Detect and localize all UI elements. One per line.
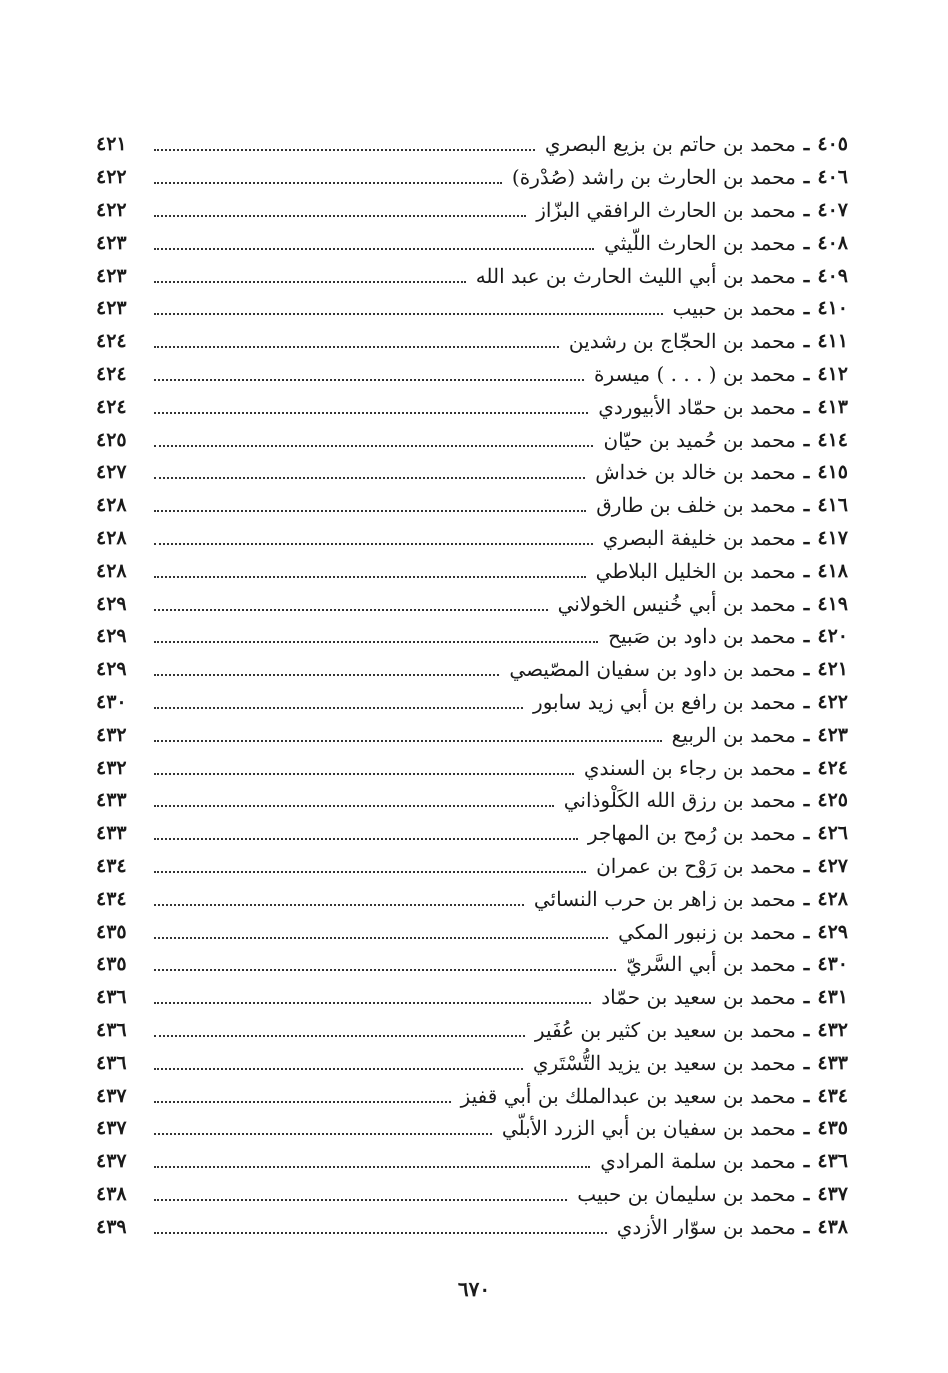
entry-separator: ـ [803,756,810,779]
entry-separator: ـ [803,526,810,549]
dot-leader [154,445,593,447]
entry-title: محمد بن رزق الله الكَلْوذاني [563,788,796,813]
entry-separator: ـ [803,953,810,976]
entry-separator: ـ [803,428,810,451]
entry-separator: ـ [803,362,810,385]
dot-leader [154,477,585,479]
toc-entry [96,554,848,587]
dot-leader [154,1068,523,1070]
entry-number: ٤١٣ [817,395,848,418]
dot-leader [154,969,616,971]
entry-number: ٤٠٥ [817,133,848,156]
entry-page: ٤٢٩ [96,592,127,615]
toc-entry [96,423,848,456]
entry-number: ٤٢٦ [817,822,848,845]
table-of-contents [96,128,848,1243]
dot-leader [154,1101,451,1103]
dot-leader [154,805,554,807]
entry-title: محمد بن حُميد بن حيّان [603,427,796,452]
entry-number: ٤٢٢ [817,690,848,713]
toc-entry [96,587,848,620]
entry-title: محمد بن رُمح بن المهاجر [587,821,796,846]
entry-page: ٤٢٧ [96,461,127,484]
entry-separator: ـ [803,920,810,943]
toc-entry [96,948,848,981]
entry-page: ٤٣٣ [96,822,127,845]
dot-leader [154,904,524,906]
dot-leader [154,1133,492,1135]
entry-title: محمد بن خليفة البصري [602,525,796,550]
toc-entry [96,489,848,522]
entry-page: ٤٢٣ [96,264,127,287]
toc-entry [96,226,848,259]
entry-page: ٤٢٢ [96,166,127,189]
toc-entry [96,1145,848,1178]
entry-separator: ـ [803,395,810,418]
entry-number: ٤٠٨ [817,231,848,254]
entry-number: ٤١٥ [817,461,848,484]
entry-number: ٤١٤ [817,428,848,451]
page-number: ٦٧٠ [457,1277,491,1301]
entry-separator: ـ [803,198,810,221]
entry-page: ٤٣٦ [96,1018,127,1041]
entry-number: ٤١٠ [817,297,848,320]
toc-entry [96,456,848,489]
entry-title: محمد بن سعيد بن حمّاد [601,985,796,1010]
entry-separator: ـ [803,658,810,681]
entry-separator: ـ [803,297,810,320]
toc-entry [96,522,848,555]
dot-leader [154,1232,607,1234]
entry-number: ٤١٩ [817,592,848,615]
dot-leader [154,609,548,611]
entry-separator: ـ [803,461,810,484]
entry-title: محمد بن زنبور المكي [618,919,796,944]
dot-leader [154,346,559,348]
dot-leader [154,379,584,381]
entry-number: ٤٣٤ [817,1084,848,1107]
entry-separator: ـ [803,1018,810,1041]
dot-leader [154,1035,525,1037]
toc-entry [96,751,848,784]
toc-entry [96,620,848,653]
dot-leader [154,1199,567,1201]
entry-title: محمد بن الحارث بن راشد (صُدْرة) [511,165,796,190]
entry-page: ٤٣٨ [96,1182,127,1205]
toc-entry [96,1210,848,1243]
entry-number: ٤٢٠ [817,625,848,648]
entry-number: ٤٣٠ [817,953,848,976]
entry-number: ٤٢٨ [817,887,848,910]
toc-entry [96,1178,848,1211]
entry-title: محمد بن رافع بن أبي زيد سابور [533,689,796,714]
entry-title: محمد بن داود بن صَبيح [608,624,796,649]
entry-title: محمد بن رجاء بن السندي [583,755,796,780]
entry-separator: ـ [803,559,810,582]
toc-entry [96,1112,848,1145]
entry-separator: ـ [803,330,810,353]
entry-page: ٤٣٧ [96,1150,127,1173]
entry-number: ٤٣٢ [817,1018,848,1041]
entry-separator: ـ [803,166,810,189]
toc-entry [96,259,848,292]
entry-number: ٤١٧ [817,526,848,549]
entry-title: محمد بن خلف بن طارق [596,493,796,518]
toc-entry [96,128,848,161]
toc-entry [96,390,848,423]
toc-entry [96,325,848,358]
entry-page: ٤٢٩ [96,625,127,648]
dot-leader [154,937,608,939]
entry-page: ٤٣٩ [96,1215,127,1238]
toc-entry [96,850,848,883]
dot-leader [154,215,526,217]
toc-entry [96,718,848,751]
entry-page: ٤٢٢ [96,198,127,221]
dot-leader [154,281,466,283]
toc-entry [96,1014,848,1047]
entry-title: محمد بن الخليل البلاطي [595,558,796,583]
entry-page: ٤٢١ [96,133,127,156]
entry-number: ٤٢٤ [817,756,848,779]
entry-title: محمد بن سعيد بن عبدالملك بن أبي قفيز [460,1083,796,1108]
entry-separator: ـ [803,690,810,713]
toc-entry [96,1046,848,1079]
entry-title: محمد بن خالد بن خداش [595,460,796,485]
entry-number: ٤٣١ [817,986,848,1009]
entry-page: ٤٣٢ [96,756,127,779]
toc-entry [96,817,848,850]
entry-number: ٤٠٩ [817,264,848,287]
entry-title: محمد بن سليمان بن حبيب [577,1181,796,1206]
entry-separator: ـ [803,1051,810,1074]
entry-page: ٤٢٣ [96,231,127,254]
dot-leader [154,1166,590,1168]
dot-leader [154,773,574,775]
entry-number: ٤٢٩ [817,920,848,943]
entry-title: محمد بن زاهر بن حرب النسائي [533,886,796,911]
dot-leader [154,149,535,151]
dot-leader [154,412,588,414]
entry-separator: ـ [803,592,810,615]
entry-page: ٤٢٨ [96,494,127,517]
entry-page: ٤٢٤ [96,330,127,353]
toc-entry [96,784,848,817]
dot-leader [154,510,586,512]
entry-separator: ـ [803,264,810,287]
entry-title: محمد بن الحجّاج بن رشدين [568,329,796,354]
entry-title: محمد بن حمّاد الأبيوردي [598,394,796,419]
entry-page: ٤٣٤ [96,854,127,877]
entry-title: محمد بن سعيد بن يزيد التُّسْتَري [532,1050,796,1075]
entry-title: محمد بن سفيان بن أبي الزرد الأبلّي [501,1116,796,1141]
entry-page: ٤٢٤ [96,362,127,385]
entry-title: محمد بن أبي الليث الحارث بن عبد الله [475,263,796,288]
dot-leader [154,707,523,709]
entry-separator: ـ [803,822,810,845]
dot-leader [154,576,586,578]
entry-separator: ـ [803,887,810,910]
entry-title: محمد بن ( . . . ) ميسرة [594,361,796,386]
entry-separator: ـ [803,854,810,877]
dot-leader [154,871,586,873]
entry-page: ٤٢٨ [96,559,127,582]
toc-entry [96,194,848,227]
entry-separator: ـ [803,494,810,517]
entry-title: محمد بن حبيب [672,296,796,321]
entry-separator: ـ [803,789,810,812]
entry-separator: ـ [803,625,810,648]
entry-separator: ـ [803,1084,810,1107]
entry-number: ٤٣٧ [817,1182,848,1205]
entry-page: ٤٣٧ [96,1117,127,1140]
entry-number: ٤١١ [817,330,848,353]
dot-leader [154,248,594,250]
toc-entry [96,1079,848,1112]
entry-title: محمد بن الربيع [671,722,796,747]
entry-page: ٤٣٦ [96,1051,127,1074]
dot-leader [154,1002,591,1004]
entry-number: ٤٣٥ [817,1117,848,1140]
entry-number: ٤٠٧ [817,198,848,221]
entry-title: محمد بن حاتم بن بزيع البصري [544,132,796,157]
entry-title: محمد بن داود بن سفيان المصّيصي [509,657,796,682]
toc-entry [96,915,848,948]
entry-title: محمد بن أبي السَّريّ [626,952,796,977]
entry-number: ٤١٨ [817,559,848,582]
entry-page: ٤٣٤ [96,887,127,910]
dot-leader [154,641,598,643]
entry-number: ٤٢٥ [817,789,848,812]
entry-page: ٤٢٥ [96,428,127,451]
toc-entry [96,653,848,686]
entry-page: ٤٣٧ [96,1084,127,1107]
toc-entry [96,161,848,194]
entry-title: محمد بن سعيد بن كثير بن عُفَير [534,1017,796,1042]
entry-title: محمد بن سوّار الأزدي [616,1214,796,1239]
entry-separator: ـ [803,723,810,746]
entry-page: ٤٣٣ [96,789,127,812]
dot-leader [154,313,663,315]
entry-title: محمد بن الحارث الرافقي البزّاز [536,197,796,222]
entry-page: ٤٣٦ [96,986,127,1009]
dot-leader [154,838,578,840]
toc-entry [96,882,848,915]
toc-entry [96,981,848,1014]
entry-title: محمد بن الحارث اللّيثي [604,230,796,255]
toc-entry [96,292,848,325]
entry-separator: ـ [803,1117,810,1140]
dot-leader [154,674,499,676]
entry-number: ٤٠٦ [817,166,848,189]
entry-separator: ـ [803,1182,810,1205]
entry-number: ٤٢١ [817,658,848,681]
entry-separator: ـ [803,1215,810,1238]
dot-leader [154,182,502,184]
entry-separator: ـ [803,1150,810,1173]
entry-separator: ـ [803,231,810,254]
dot-leader [154,543,593,545]
entry-separator: ـ [803,986,810,1009]
entry-number: ٤٣٦ [817,1150,848,1173]
entry-page: ٤٣٥ [96,920,127,943]
entry-number: ٤٣٨ [817,1215,848,1238]
entry-title: محمد بن أبي خُنيس الخولاني [557,591,796,616]
entry-page: ٤٢٩ [96,658,127,681]
entry-title: محمد بن رَوْح بن عمران [596,853,796,878]
entry-page: ٤٢٣ [96,297,127,320]
entry-page: ٤٣٠ [96,690,127,713]
entry-title: محمد بن سلمة المرادي [600,1149,796,1174]
entry-number: ٤١٦ [817,494,848,517]
entry-page: ٤٢٤ [96,395,127,418]
entry-number: ٤٣٣ [817,1051,848,1074]
entry-number: ٤٢٣ [817,723,848,746]
entry-page: ٤٣٥ [96,953,127,976]
toc-entry [96,358,848,391]
entry-number: ٤٢٧ [817,854,848,877]
entry-separator: ـ [803,133,810,156]
entry-number: ٤١٢ [817,362,848,385]
entry-page: ٤٢٨ [96,526,127,549]
toc-entry [96,686,848,719]
dot-leader [154,740,662,742]
entry-page: ٤٣٢ [96,723,127,746]
